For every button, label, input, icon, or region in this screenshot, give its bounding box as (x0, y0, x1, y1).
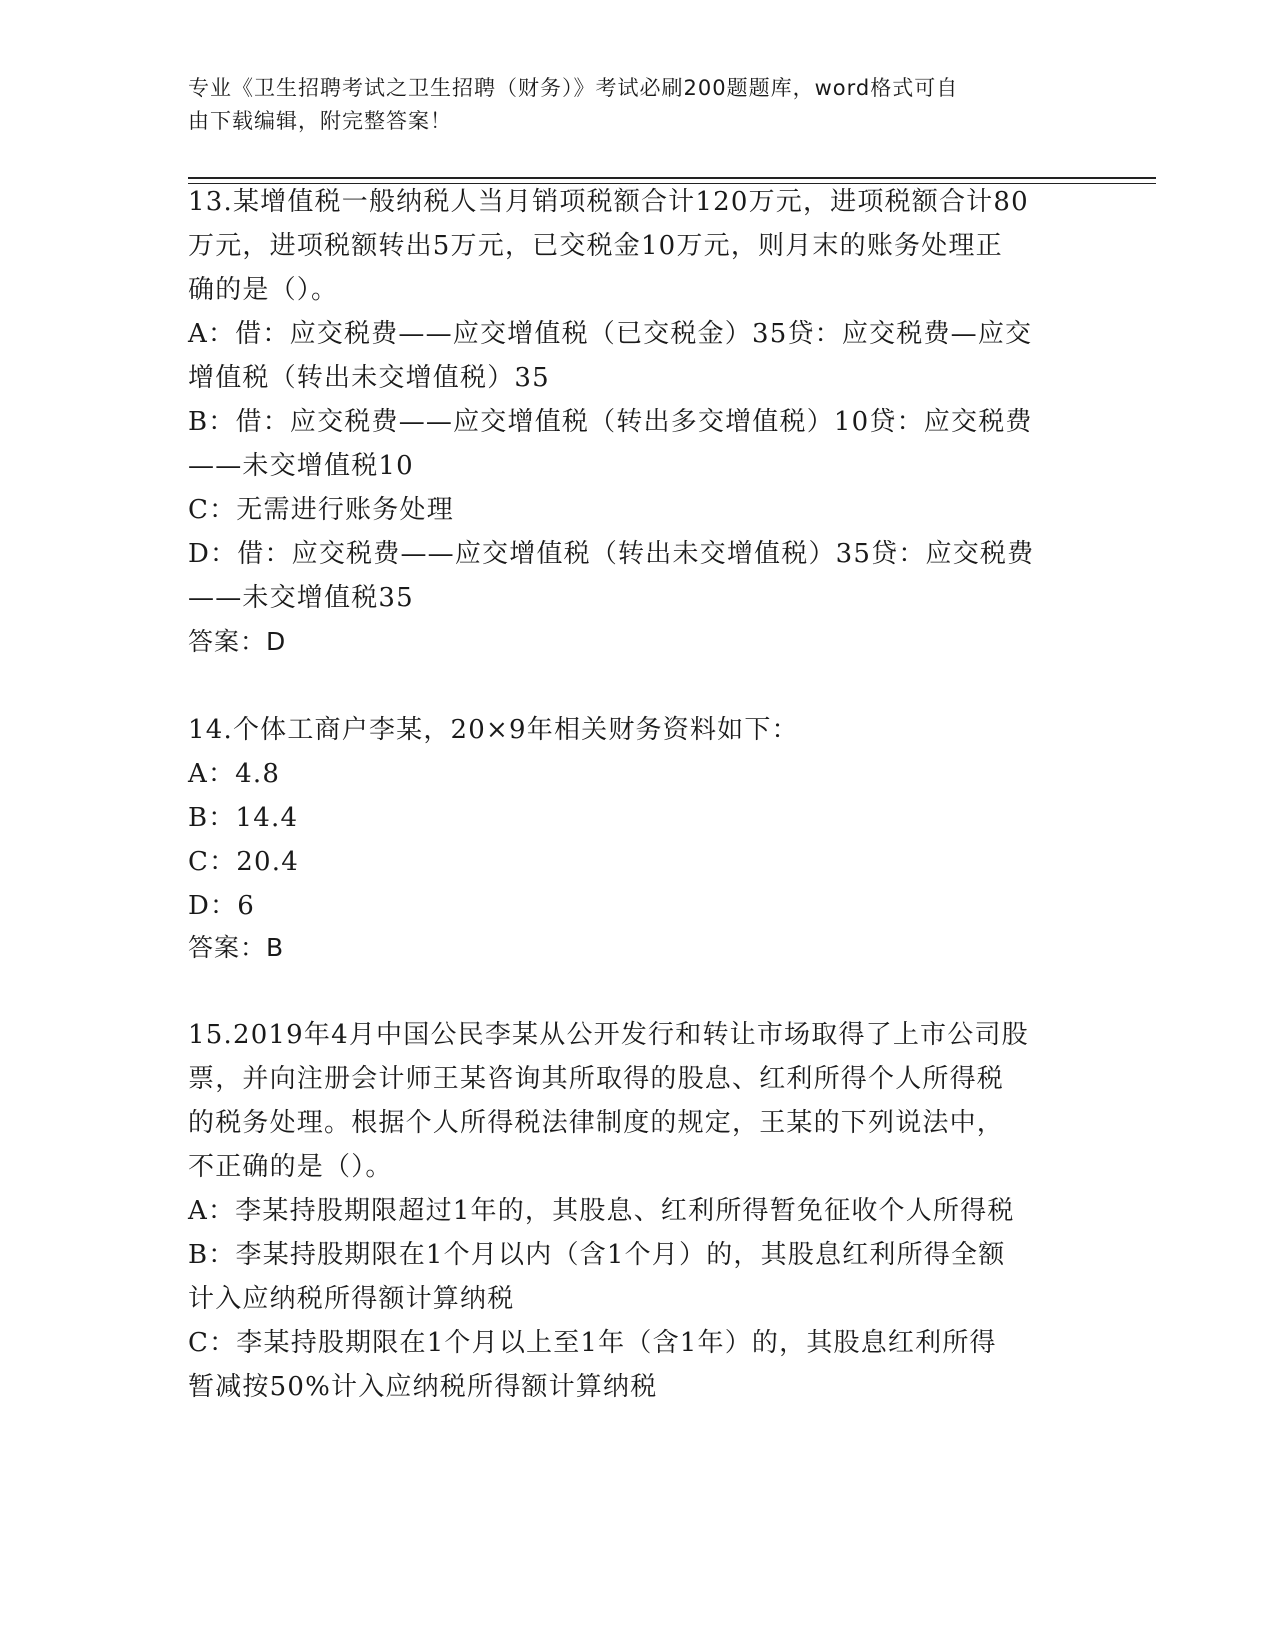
q14-option-a: A：4.8 (188, 759, 281, 789)
q14-option-d: D：6 (188, 891, 255, 921)
q15-option-b-line-1: B：李某持股期限在1个月以内（含1个月）的，其股息红利所得全额 (188, 1240, 1006, 1270)
q14-option-c: C：20.4 (188, 847, 299, 877)
q15-option-c-line-2: 暂减按50%计入应纳税所得额计算纳税 (188, 1372, 658, 1402)
q15-stem-line-3: 的税务处理。根据个人所得税法律制度的规定，王某的下列说法中， (188, 1108, 1005, 1138)
q13-option-a-line-2: 增值税（转出未交增值税）35 (188, 363, 550, 393)
q13-option-d-line-2: ——未交增值税35 (188, 583, 414, 613)
q13-answer: 答案：D (188, 627, 287, 656)
q13-stem-line-1: 13.某增值税一般纳税人当月销项税额合计120万元，进项税额合计80 (188, 187, 1029, 217)
header-line-1: 专业《卫生招聘考试之卫生招聘（财务）》考试必刷200题题库，word格式可自 (188, 76, 959, 100)
q15-option-a: A：李某持股期限超过1年的，其股息、红利所得暂免征收个人所得税 (188, 1196, 1015, 1226)
q15-option-c-line-1: C：李某持股期限在1个月以上至1年（含1年）的，其股息红利所得 (188, 1328, 997, 1358)
q14-option-b: B：14.4 (188, 803, 299, 833)
q15-stem-line-2: 票，并向注册会计师王某咨询其所取得的股息、红利所得个人所得税 (188, 1064, 1005, 1094)
header-line-2: 由下载编辑，附完整答案！ (188, 109, 452, 133)
q14-answer: 答案：B (188, 933, 285, 962)
q15-option-b-line-2: 计入应纳税所得额计算纳税 (188, 1284, 515, 1314)
q13-option-b-line-1: B：借：应交税费——应交增值税（转出多交增值税）10贷：应交税费 (188, 407, 1033, 437)
q13-option-d-line-1: D：借：应交税费——应交增值税（转出未交增值税）35贷：应交税费 (188, 539, 1035, 569)
document-header (188, 72, 1068, 138)
q14-stem: 14.个体工商户李某，20×9年相关财务资料如下： (188, 715, 799, 745)
q15-stem-line-4: 不正确的是（）。 (188, 1152, 393, 1182)
q15-stem-line-1: 15.2019年4月中国公民李某从公开发行和转让市场取得了上市公司股 (188, 1020, 1029, 1050)
q13-stem-line-2: 万元，进项税额转出5万元，已交税金10万元，则月末的账务处理正 (188, 231, 1003, 261)
q13-stem-line-3: 确的是（）。 (188, 275, 339, 305)
header-divider-thick (188, 177, 1156, 179)
q13-option-b-line-2: ——未交增值税10 (188, 451, 414, 481)
q13-option-a-line-1: A：借：应交税费——应交增值税（已交税金）35贷：应交税费—应交 (188, 319, 1033, 349)
q13-option-c: C：无需进行账务处理 (188, 495, 454, 525)
